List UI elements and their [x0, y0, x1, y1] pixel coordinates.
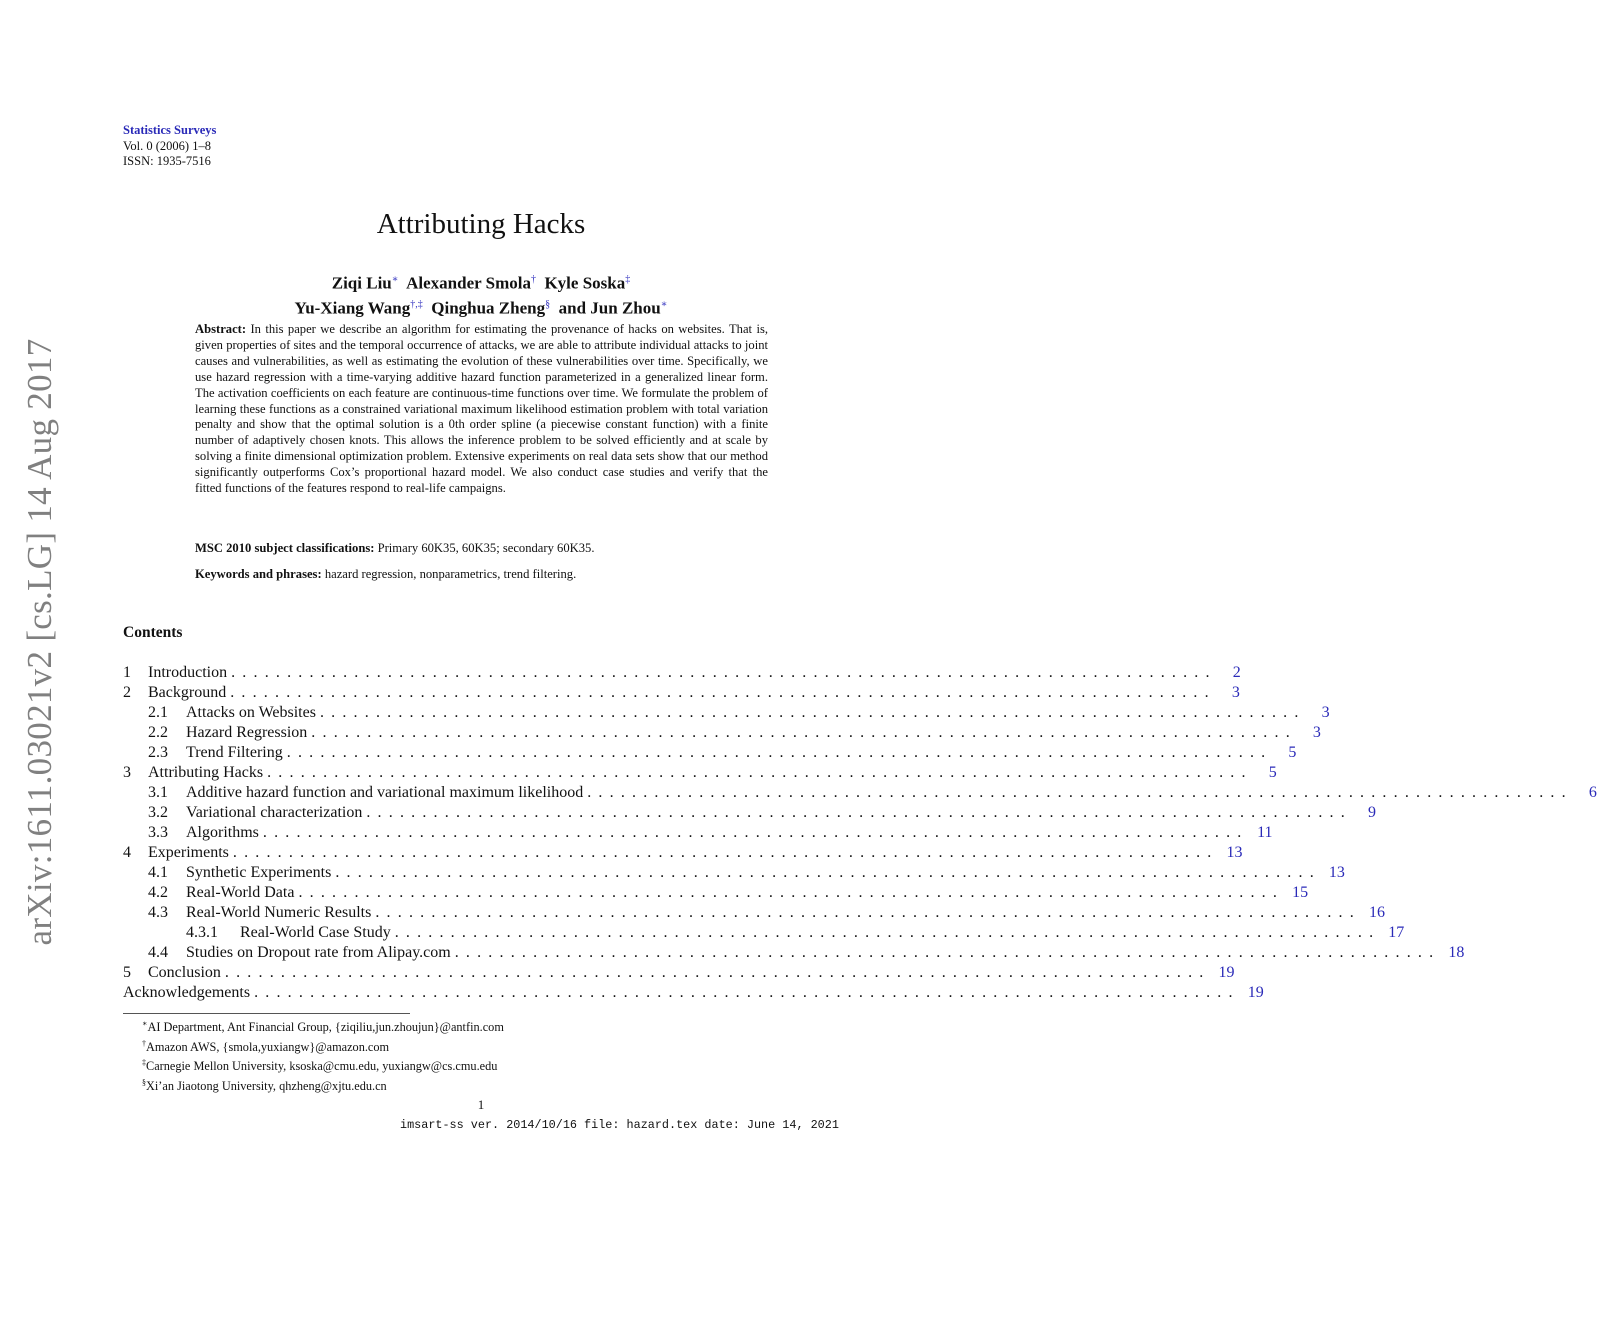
author-footnote-link[interactable]: §: [545, 298, 551, 310]
footnote-text: Xi’an Jiaotong University, qhzheng@xjtu.edu.cn: [146, 1078, 387, 1093]
toc-entry[interactable]: [123, 983, 1264, 1003]
toc-title: Synthetic Experiments: [186, 864, 332, 881]
contents-heading: Contents: [123, 624, 183, 641]
author-list: [0, 269, 962, 318]
toc-page-link[interactable]: 3: [1231, 684, 1240, 701]
toc-page-link[interactable]: 2: [1232, 664, 1241, 681]
toc-entry[interactable]: [123, 923, 1405, 943]
footnote: [142, 1036, 504, 1056]
toc-page-link[interactable]: 3: [1312, 724, 1321, 741]
toc-page-link[interactable]: 9: [1367, 804, 1376, 821]
abstract: [195, 322, 768, 497]
author-footnote-link[interactable]: ∗: [391, 274, 399, 285]
author: Qinghua Zheng: [431, 298, 546, 318]
toc-leader: ........................................................................................: [262, 824, 1249, 841]
toc-page-link[interactable]: 13: [1226, 844, 1243, 861]
toc-number: 1: [123, 664, 131, 681]
footnote-mark: †: [142, 1038, 146, 1048]
toc-number: 3.1: [148, 784, 168, 801]
toc-number: 2: [123, 684, 131, 701]
keywords: [195, 567, 576, 582]
toc-number: 3.3: [148, 824, 168, 841]
author: Yu-Xiang Wang: [294, 298, 411, 318]
toc-number: 2.1: [148, 704, 168, 721]
toc-entry[interactable]: [123, 683, 1240, 703]
toc-title: Experiments: [148, 844, 229, 861]
toc-page-link[interactable]: 17: [1388, 924, 1405, 941]
table-of-contents: [123, 663, 1597, 1003]
msc-label: MSC 2010 subject classifications:: [195, 541, 375, 555]
author-footnote-link[interactable]: ∗: [660, 298, 668, 310]
toc-number: 5: [123, 964, 131, 981]
toc-page-link[interactable]: 5: [1268, 764, 1277, 781]
author: Alexander Smola: [406, 273, 531, 293]
footnote-mark: ‡: [142, 1058, 146, 1068]
toc-leader: ........................................................................................: [224, 964, 1211, 981]
toc-leader: ........................................................................................: [335, 864, 1321, 881]
toc-entry[interactable]: [123, 883, 1309, 903]
toc-entry[interactable]: [123, 803, 1376, 823]
footnote-text: AI Department, Ant Financial Group, {ziqiliu,jun.zhoujun}@antfin.com: [147, 1020, 504, 1035]
footnote-rule: [123, 1013, 410, 1014]
toc-leader: ........................................................................................: [286, 744, 1273, 761]
author-footnote-link[interactable]: ‡: [625, 274, 631, 285]
abstract-label: Abstract:: [195, 322, 247, 336]
toc-title: Conclusion: [148, 964, 221, 981]
toc-entry[interactable]: [123, 843, 1243, 863]
toc-page-link[interactable]: 11: [1257, 824, 1273, 841]
toc-number: 4: [123, 844, 131, 861]
toc-title: Introduction: [148, 664, 228, 681]
toc-leader: ........................................................................................: [394, 924, 1381, 941]
footnote: [142, 1075, 504, 1095]
toc-leader: ........................................................................................: [254, 984, 1240, 1001]
toc-entry[interactable]: [123, 743, 1297, 763]
abstract-text: In this paper we describe an algorithm for estimating the provenance of hacks on websites. That is, given properties of sites and the temporal occurrence of attacks, we are able to attribute individual attacks to joint causes and vulnerabilities, as well as estimating the evolution of these vulnerabilities over time. Specifically, we use hazard regression with a time-varying additive hazard function parameterized in a generalized linear form. The activation coefficients on each feature are continuous-time functions over time. We formulate the problem of learning these functions as a constrained variational maximum likelihood estimation problem with total variation penalty and show that the optimal solution is a 0th order spline (a piecewise constant function) with a finite number of adaptively chosen knots. This allows the inference problem to be solved efficiently and at scale by solving a finite dimensional optimization problem. Extensive experiments on real data sets show that our method significantly outperforms Cox’s proportional hazard model. We also conduct case studies and verify that the fitted functions of the features respond to real-life campaigns.: [195, 322, 768, 496]
page-number: 1: [477, 1097, 485, 1112]
toc-leader: ........................................................................................: [375, 904, 1361, 921]
toc-number: 4.1: [148, 864, 168, 881]
toc-page-link[interactable]: 6: [1588, 784, 1597, 801]
footnote: [142, 1016, 504, 1036]
toc-number: 2.2: [148, 724, 168, 741]
toc-title: Real-World Numeric Results: [186, 904, 372, 921]
footnote: [142, 1055, 504, 1075]
author-footnote-link[interactable]: †: [530, 274, 536, 285]
footnote-text: Carnegie Mellon University, ksoska@cmu.edu, yuxiangw@cs.cmu.edu: [146, 1059, 498, 1074]
toc-entry[interactable]: [123, 763, 1277, 783]
footnote-mark: ∗: [142, 1019, 148, 1028]
toc-page-link[interactable]: 18: [1448, 944, 1465, 961]
toc-title: Real-World Case Study: [240, 924, 391, 941]
toc-number: 4.3.1: [186, 924, 218, 941]
toc-entry[interactable]: [123, 703, 1330, 723]
toc-title: Attributing Hacks: [148, 764, 264, 781]
toc-page-link[interactable]: 15: [1292, 884, 1309, 901]
toc-title: Background: [148, 684, 227, 701]
authors-and: and: [558, 298, 587, 318]
toc-entry[interactable]: [123, 903, 1385, 923]
toc-leader: ........................................................................................: [267, 764, 1253, 781]
toc-entry[interactable]: [123, 663, 1241, 683]
footnote-text: Amazon AWS, {smola,yuxiangw}@amazon.com: [146, 1039, 390, 1054]
toc-leader: ........................................................................................: [366, 804, 1352, 821]
msc-classifications: [195, 541, 594, 556]
toc-entry[interactable]: [123, 783, 1597, 803]
toc-page-link[interactable]: 3: [1321, 704, 1330, 721]
journal-info: [123, 123, 216, 170]
journal-name-link[interactable]: Statistics Surveys: [123, 123, 217, 137]
toc-leader: ........................................................................................: [311, 724, 1297, 741]
toc-leader: ........................................................................................: [298, 884, 1285, 901]
toc-leader: ........................................................................................: [230, 684, 1216, 701]
toc-leader: ........................................................................................: [454, 944, 1441, 961]
footer-info: imsart-ss ver. 2014/10/16 file: hazard.tex date: June 14, 2021: [400, 1118, 839, 1132]
author: Ziqi Liu: [331, 273, 392, 293]
msc-text: Primary 60K35, 60K35; secondary 60K35.: [377, 541, 595, 555]
toc-title: Studies on Dropout rate from Alipay.com: [186, 944, 451, 961]
footnotes: [142, 1016, 504, 1094]
toc-entry[interactable]: [123, 723, 1321, 743]
toc-title: Variational characterization: [186, 804, 363, 821]
toc-title: Real-World Data: [186, 884, 295, 901]
journal-issn: ISSN: 1935-7516: [123, 154, 211, 168]
toc-page-link[interactable]: 5: [1288, 744, 1297, 761]
toc-number: 4.4: [148, 944, 168, 961]
toc-leader: ........................................................................................: [231, 664, 1217, 681]
footnote-mark: §: [142, 1077, 146, 1087]
toc-entry[interactable]: [123, 863, 1345, 883]
toc-title: Additive hazard function and variational maximum likelihood: [186, 784, 584, 801]
toc-leader: ........................................................................................: [319, 704, 1306, 721]
toc-page-link[interactable]: 19: [1247, 984, 1264, 1001]
author-footnote-link[interactable]: †,‡: [410, 298, 423, 310]
toc-number: 4.3: [148, 904, 168, 921]
paper-title: Attributing Hacks: [376, 208, 586, 240]
toc-number: 4.2: [148, 884, 168, 901]
author: Jun Zhou: [590, 298, 661, 318]
toc-entry[interactable]: [123, 823, 1273, 843]
toc-entry[interactable]: [123, 963, 1235, 983]
toc-number: 3: [123, 764, 131, 781]
toc-title: Attacks on Websites: [186, 704, 316, 721]
toc-title: Hazard Regression: [186, 724, 308, 741]
toc-leader: ........................................................................................: [232, 844, 1219, 861]
toc-title: Trend Filtering: [186, 744, 283, 761]
toc-number: 3.2: [148, 804, 168, 821]
toc-entry[interactable]: [123, 943, 1465, 963]
keywords-text: hazard regression, nonparametrics, trend filtering.: [324, 567, 577, 581]
toc-title: Acknowledgements: [123, 984, 251, 1001]
arxiv-stamp: arXiv:1611.03021v2 [cs.LG] 14 Aug 2017: [20, 338, 59, 946]
keywords-label: Keywords and phrases:: [195, 567, 322, 581]
journal-volume: Vol. 0 (2006) 1–8: [123, 138, 211, 153]
toc-page-link[interactable]: 16: [1368, 904, 1385, 921]
toc-title: Algorithms: [186, 824, 259, 841]
toc-page-link[interactable]: 19: [1218, 964, 1235, 981]
toc-leader: ........................................................................................: [587, 784, 1573, 801]
toc-number: 2.3: [148, 744, 168, 761]
toc-page-link[interactable]: 13: [1328, 864, 1345, 881]
author: Kyle Soska: [544, 273, 626, 293]
